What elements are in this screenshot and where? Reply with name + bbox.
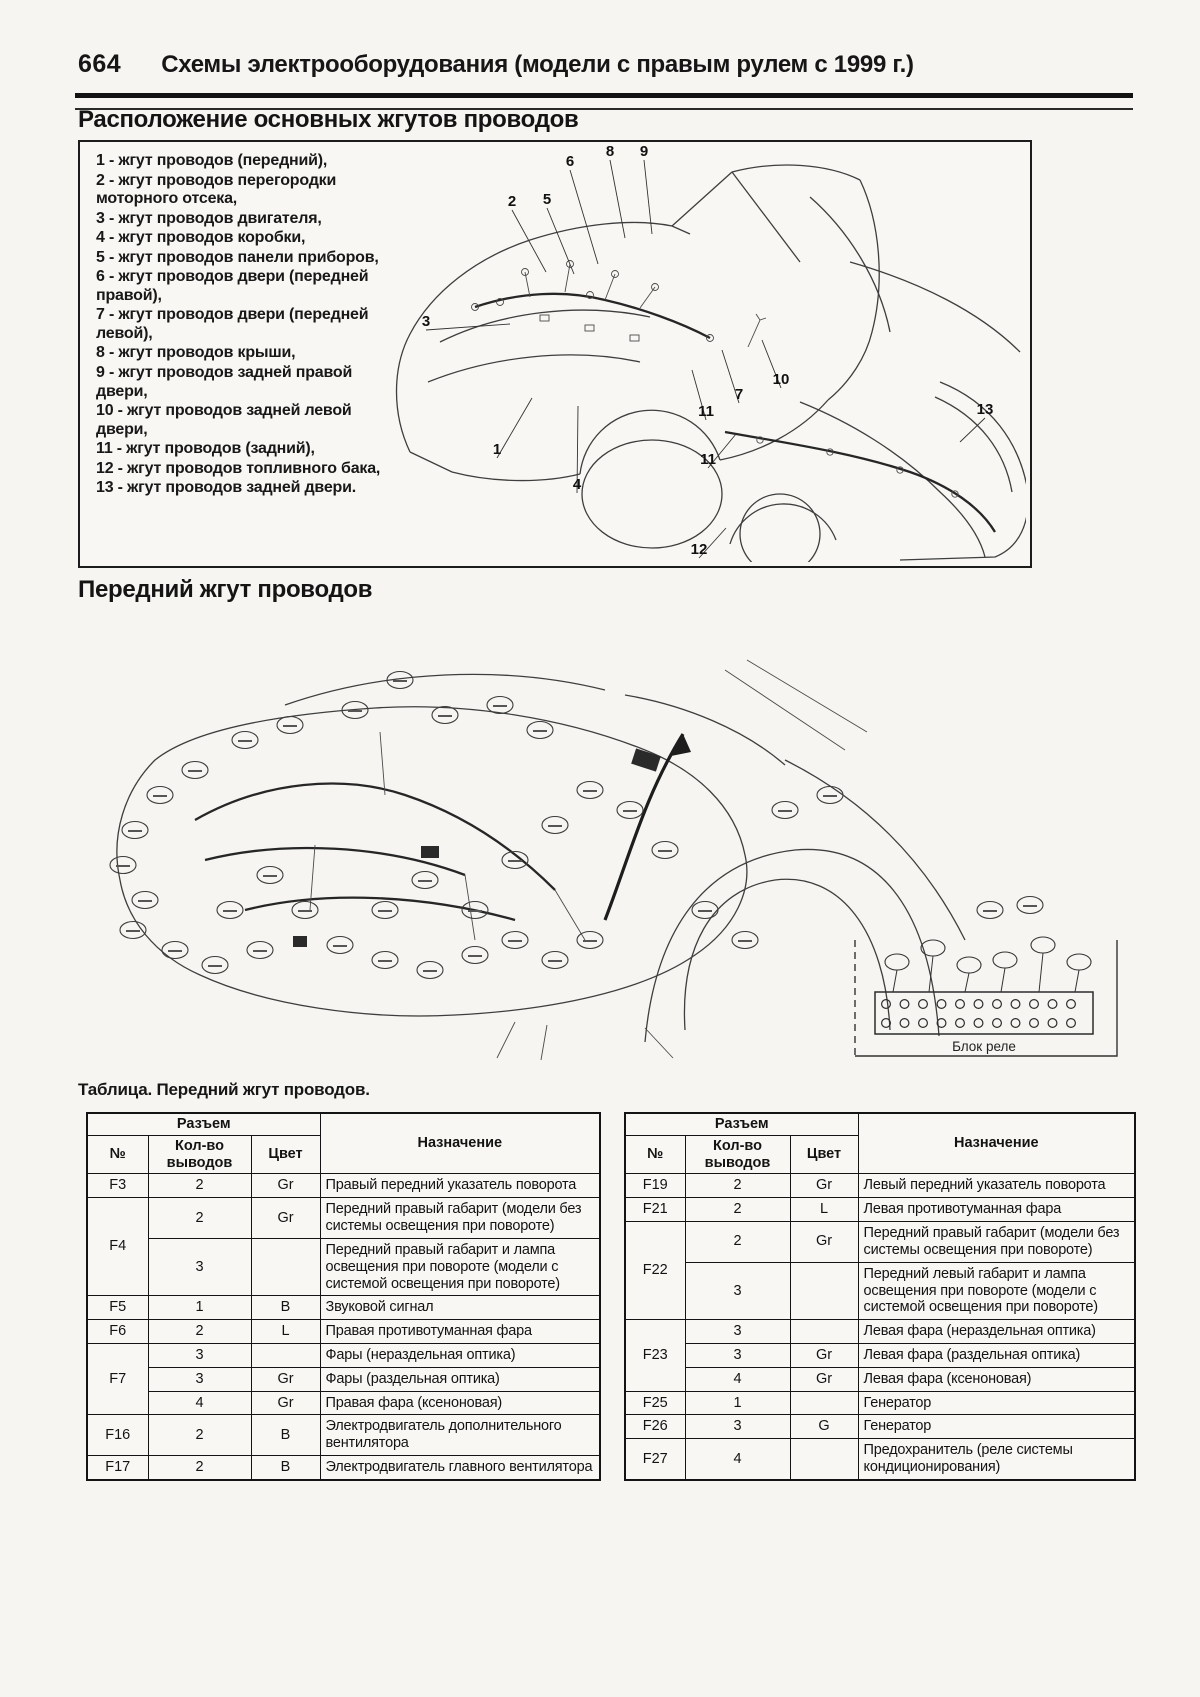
cell-purpose: Звуковой сигнал [320, 1296, 600, 1320]
cell-purpose: Левая фара (нераздельная оптика) [858, 1320, 1135, 1344]
table-row [87, 1343, 600, 1367]
legend-item: 11 - жгут проводов (задний), [96, 440, 315, 458]
harness-callout-number: 11 [700, 451, 716, 468]
page-header [78, 50, 1136, 79]
cell-purpose: Левая фара (ксеноновая) [858, 1367, 1135, 1391]
cell-pin-count: 2 [685, 1198, 790, 1222]
cell-purpose: Передний правый габарит и лампа освещения при повороте (модели с системой освещения при повороте) [320, 1238, 600, 1295]
cell-wire-color: G [790, 1415, 858, 1439]
harness-callout-number: 1 [492, 441, 502, 458]
cell-connector-no: F16 [87, 1415, 148, 1456]
cell-wire-color [790, 1320, 858, 1344]
cell-purpose: Передний правый габарит (модели без системы освещения при повороте) [320, 1198, 600, 1239]
table-row [87, 1320, 600, 1344]
relay-socket [1048, 1000, 1057, 1009]
legend-item: 4 - жгут проводов коробки, [96, 229, 306, 247]
callout-leader-line [547, 208, 574, 274]
table-row [87, 1238, 600, 1295]
callout-leader-line [512, 210, 546, 272]
harness-callout-number: 2 [507, 193, 517, 210]
cell-wire-color: Gr [251, 1198, 320, 1239]
harness-callout-number: 10 [772, 371, 790, 388]
cell-pin-count: 2 [685, 1222, 790, 1263]
relay-leader-line [1001, 968, 1005, 992]
cell-purpose: Левый передний указатель поворота [858, 1174, 1135, 1198]
cell-purpose: Генератор [858, 1415, 1135, 1439]
relay-socket [919, 1000, 928, 1009]
relay-socket [1011, 1000, 1020, 1009]
cell-purpose: Фары (раздельная оптика) [320, 1367, 600, 1391]
cell-purpose: Правая фара (ксеноновая) [320, 1391, 600, 1415]
cell-connector-no: F22 [625, 1222, 685, 1320]
table-row [625, 1391, 1135, 1415]
table-caption: Таблица. Передний жгут проводов. [78, 1080, 370, 1099]
cell-pin-count: 3 [685, 1415, 790, 1439]
relay-callout-oval [885, 954, 909, 970]
legend-item: 1 - жгут проводов (передний), [96, 152, 328, 169]
callout-leader-line [426, 324, 510, 330]
relay-socket [882, 1000, 891, 1009]
table-row [87, 1367, 600, 1391]
relay-callout-oval [957, 957, 981, 973]
cell-connector-no: F7 [87, 1343, 148, 1414]
header-connector-group: Разъем [625, 1113, 858, 1135]
relay-socket [900, 1000, 909, 1009]
harness-callout-number: 8 [605, 143, 615, 160]
cell-connector-no: F23 [625, 1320, 685, 1391]
harness-callout-number: 4 [572, 476, 582, 493]
cell-wire-color: Gr [790, 1367, 858, 1391]
harness-callout-number: 3 [421, 313, 431, 330]
relay-socket [937, 1000, 946, 1009]
cell-pin-count: 2 [148, 1415, 251, 1456]
cell-pin-count: 3 [685, 1320, 790, 1344]
header-pins: Кол-во выводов [148, 1135, 251, 1174]
section-title-front-harness: Передний жгут проводов [78, 576, 373, 603]
table-row [625, 1320, 1135, 1344]
cell-pin-count: 3 [685, 1343, 790, 1367]
header-color: Цвет [790, 1135, 858, 1174]
header-purpose: Назначение [858, 1113, 1135, 1174]
legend-item: 7 - жгут проводов двери (передней левой), [96, 306, 369, 342]
header-color: Цвет [251, 1135, 320, 1174]
table-header-row [87, 1113, 600, 1135]
relay-leader-line [1075, 970, 1079, 992]
page-header-title: Схемы электрооборудования (модели с правым рулем с 1999 г.) [161, 51, 914, 78]
cell-wire-color: Gr [251, 1174, 320, 1198]
page-number: 664 [78, 50, 122, 78]
cell-purpose: Фары (нераздельная оптика) [320, 1343, 600, 1367]
relay-leader-line [965, 973, 969, 992]
cell-connector-no: F3 [87, 1174, 148, 1198]
table-row [87, 1174, 600, 1198]
legend-item: 9 - жгут проводов задней правой двери, [96, 364, 353, 400]
relay-socket [1067, 1019, 1076, 1028]
relay-socket [993, 1019, 1002, 1028]
cell-connector-no: F4 [87, 1198, 148, 1296]
legend-item: 13 - жгут проводов задней двери. [96, 479, 356, 497]
cell-purpose: Электродвигатель главного вентилятора [320, 1456, 600, 1480]
relay-callout-oval [1031, 937, 1055, 953]
table-row [87, 1415, 600, 1456]
front-harness-table-left [86, 1112, 601, 1481]
table-row [625, 1222, 1135, 1263]
relay-socket [993, 1000, 1002, 1009]
table-row [87, 1391, 600, 1415]
relay-block [855, 937, 1117, 1056]
header-no: № [625, 1135, 685, 1174]
header-purpose: Назначение [320, 1113, 600, 1174]
relay-callout-oval [993, 952, 1017, 968]
legend-item: 2 - жгут проводов перегородки моторного отсека, [96, 171, 337, 208]
cell-pin-count: 3 [148, 1343, 251, 1367]
harness-callout-number: 12 [690, 541, 708, 558]
callout-leader-line [570, 170, 598, 264]
cell-purpose: Предохранитель (реле системы кондиционирования) [858, 1439, 1135, 1480]
cell-connector-no: F21 [625, 1198, 685, 1222]
table-row [625, 1415, 1135, 1439]
table-row [625, 1174, 1135, 1198]
legend-item: 12 - жгут проводов топливного бака, [96, 459, 381, 477]
cell-purpose: Генератор [858, 1391, 1135, 1415]
cell-pin-count: 3 [148, 1238, 251, 1295]
legend-item: 8 - жгут проводов крыши, [96, 344, 296, 362]
table-row [625, 1198, 1135, 1222]
legend-item: 10 - жгут проводов задней левой двери, [96, 402, 352, 438]
section-title-harness-layout: Расположение основных жгутов проводов [78, 106, 579, 133]
callout-leader-line [497, 398, 532, 458]
cell-pin-count: 1 [148, 1296, 251, 1320]
cell-wire-color: Gr [251, 1391, 320, 1415]
header-no: № [87, 1135, 148, 1174]
relay-socket [956, 1000, 965, 1009]
relay-socket [1067, 1000, 1076, 1009]
cell-purpose: Правая противотуманная фара [320, 1320, 600, 1344]
harness-legend [96, 152, 392, 499]
cell-connector-no: F19 [625, 1174, 685, 1198]
relay-callout-oval [921, 940, 945, 956]
cell-wire-color: Gr [790, 1343, 858, 1367]
cell-wire-color: L [790, 1198, 858, 1222]
harness-callout-number: 9 [639, 143, 649, 160]
relay-socket [1011, 1019, 1020, 1028]
relay-callout-oval [1067, 954, 1091, 970]
legend-item: 6 - жгут проводов двери (передней правой), [96, 268, 369, 304]
cell-wire-color [790, 1391, 858, 1415]
table-row [625, 1367, 1135, 1391]
cell-purpose: Левая противотуманная фара [858, 1198, 1135, 1222]
table-row [625, 1262, 1135, 1319]
cell-pin-count: 3 [148, 1367, 251, 1391]
cell-connector-no: F25 [625, 1391, 685, 1415]
cell-purpose: Правый передний указатель поворота [320, 1174, 600, 1198]
cell-pin-count: 4 [685, 1367, 790, 1391]
cell-purpose: Передний левый габарит и лампа освещения при повороте (модели с системой освещения при повороте) [858, 1262, 1135, 1319]
relay-socket [956, 1019, 965, 1028]
cell-wire-color: B [251, 1456, 320, 1480]
relay-socket [919, 1019, 928, 1028]
table-row [87, 1198, 600, 1239]
cell-pin-count: 2 [148, 1174, 251, 1198]
cell-wire-color: Gr [251, 1367, 320, 1391]
header-connector-group: Разъем [87, 1113, 320, 1135]
cell-wire-color: L [251, 1320, 320, 1344]
relay-block-label: Блок реле [952, 1039, 1016, 1054]
table-row [87, 1296, 600, 1320]
cell-pin-count: 2 [148, 1198, 251, 1239]
cell-pin-count: 2 [148, 1456, 251, 1480]
cell-purpose: Левая фара (раздельная оптика) [858, 1343, 1135, 1367]
table-header-row [625, 1113, 1135, 1135]
car-harness-diagram [380, 142, 1026, 562]
table-row [625, 1343, 1135, 1367]
relay-socket [1030, 1000, 1039, 1009]
harness-callout-number: 11 [698, 403, 714, 420]
cell-wire-color: Gr [790, 1174, 858, 1198]
relay-socket [900, 1019, 909, 1028]
cell-purpose: Электродвигатель дополнительного вентилятора [320, 1415, 600, 1456]
table-row [625, 1439, 1135, 1480]
cell-wire-color: B [251, 1296, 320, 1320]
cell-pin-count: 2 [148, 1320, 251, 1344]
cell-wire-color [251, 1343, 320, 1367]
cell-wire-color [251, 1238, 320, 1295]
harness-callout-number: 7 [734, 386, 744, 403]
cell-connector-no: F26 [625, 1415, 685, 1439]
harness-callout-number: 6 [565, 153, 575, 170]
cell-wire-color [790, 1262, 858, 1319]
cell-connector-no: F6 [87, 1320, 148, 1344]
legend-item: 5 - жгут проводов панели приборов, [96, 248, 379, 266]
callout-leader-line [610, 160, 625, 238]
front-harness-table-right [624, 1112, 1136, 1481]
header-pins: Кол-во выводов [685, 1135, 790, 1174]
cell-wire-color: Gr [790, 1222, 858, 1263]
engine-bay-diagram [85, 610, 1141, 1062]
cell-connector-no: F5 [87, 1296, 148, 1320]
cell-pin-count: 2 [685, 1174, 790, 1198]
cell-pin-count: 4 [148, 1391, 251, 1415]
relay-leader-line [1039, 953, 1043, 992]
relay-socket [1048, 1019, 1057, 1028]
cell-wire-color [790, 1439, 858, 1480]
harness-callout-number: 13 [976, 401, 994, 418]
relay-leader-line [893, 970, 897, 992]
table-row [87, 1456, 600, 1480]
cell-purpose: Передний правый габарит (модели без системы освещения при повороте) [858, 1222, 1135, 1263]
cell-pin-count: 1 [685, 1391, 790, 1415]
cell-pin-count: 3 [685, 1262, 790, 1319]
relay-socket [974, 1000, 983, 1009]
cell-wire-color: B [251, 1415, 320, 1456]
relay-socket [1030, 1019, 1039, 1028]
cell-pin-count: 4 [685, 1439, 790, 1480]
legend-item: 3 - жгут проводов двигателя, [96, 209, 322, 227]
harness-callout-number: 5 [542, 191, 552, 208]
relay-socket [974, 1019, 983, 1028]
harness-layout-figure [78, 140, 1032, 568]
cell-connector-no: F27 [625, 1439, 685, 1480]
cell-connector-no: F17 [87, 1456, 148, 1480]
